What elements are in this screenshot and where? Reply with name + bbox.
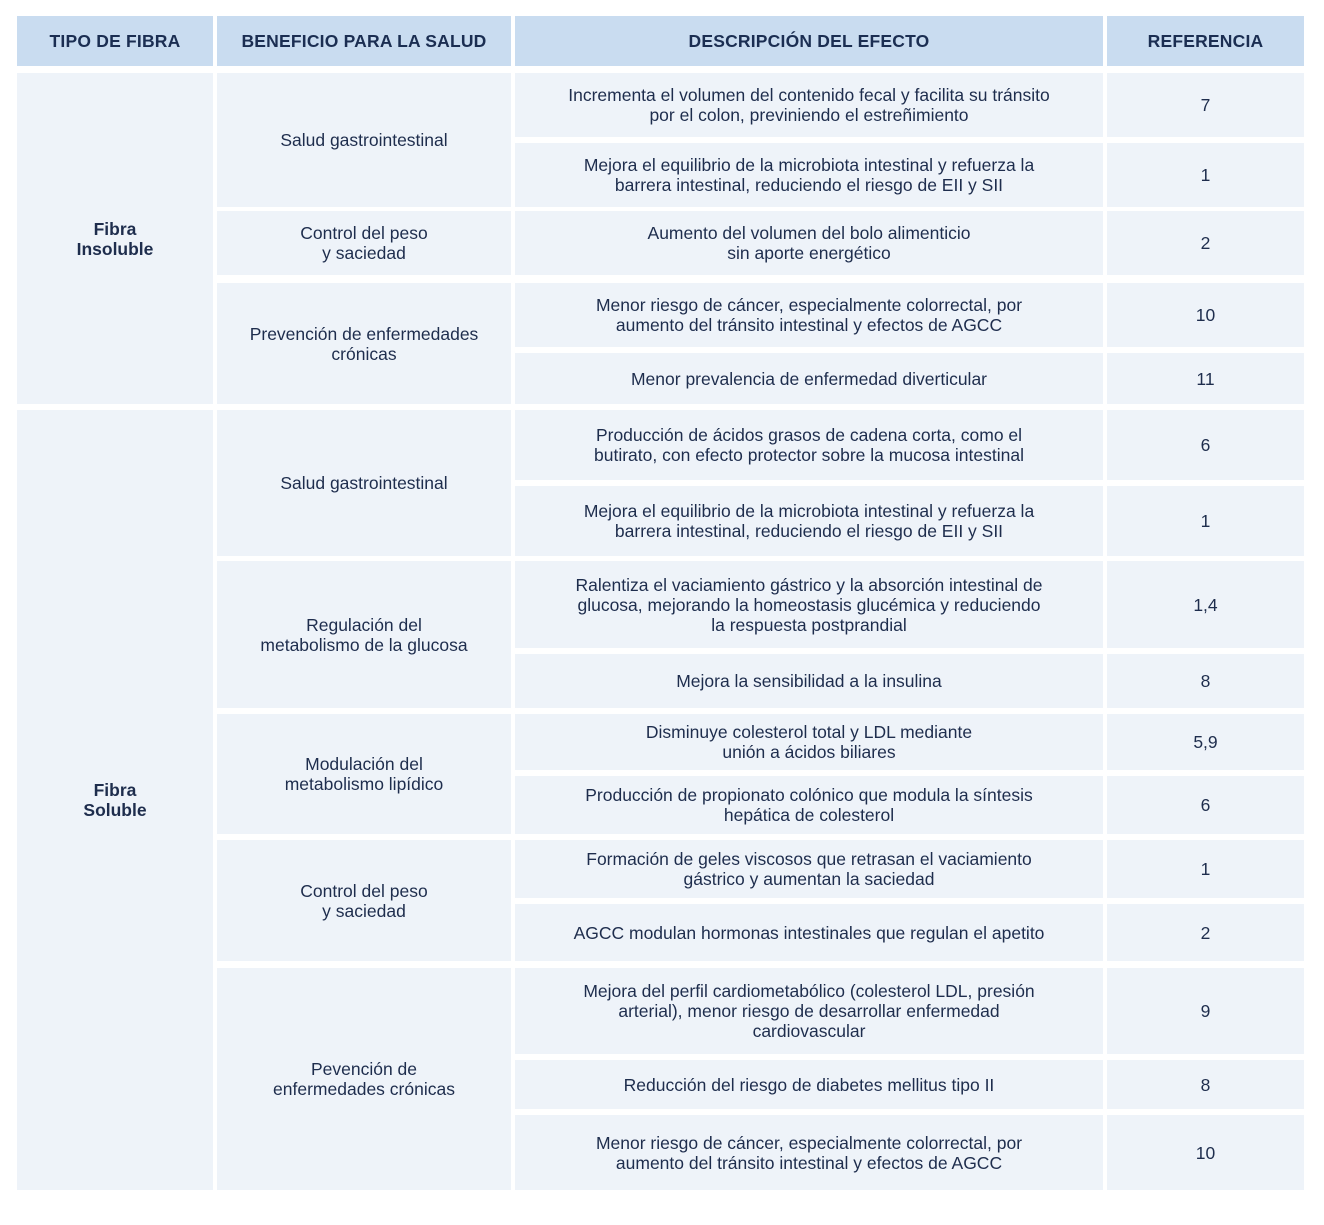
effect-description: AGCC modulan hormonas intestinales que regulan el apetito	[515, 904, 1103, 961]
effect-reference: 8	[1107, 1060, 1304, 1109]
header-referencia: REFERENCIA	[1107, 16, 1304, 66]
effect-reference: 1	[1107, 143, 1304, 207]
effect-description: Incrementa el volumen del contenido fecal y facilita su tránsito por el colon, previniendo el estreñimiento	[515, 73, 1103, 137]
effect-description: Disminuye colesterol total y LDL mediante unión a ácidos biliares	[515, 714, 1103, 770]
effect-description: Ralentiza el vaciamiento gástrico y la absorción intestinal de glucosa, mejorando la homeostasis glucémica y reduciendo la respuesta postprandial	[515, 561, 1103, 648]
fiber-type-soluble: Fibra Soluble	[17, 410, 213, 1190]
benefit-insoluble-gastrointestinal: Salud gastrointestinal	[217, 73, 511, 207]
effect-description: Mejora el equilibrio de la microbiota intestinal y refuerza la barrera intestinal, reduciendo el riesgo de EII y SII	[515, 486, 1103, 556]
effect-description: Mejora el equilibrio de la microbiota intestinal y refuerza la barrera intestinal, reduciendo el riesgo de EII y SII	[515, 143, 1103, 207]
effect-description: Menor riesgo de cáncer, especialmente colorrectal, por aumento del tránsito intestinal y efectos de AGCC	[515, 283, 1103, 347]
header-tipo-de-fibra: TIPO DE FIBRA	[17, 16, 213, 66]
header-descripcion: DESCRIPCIÓN DEL EFECTO	[515, 16, 1103, 66]
effect-description: Reducción del riesgo de diabetes mellitus tipo II	[515, 1060, 1103, 1109]
benefit-soluble-peso: Control del peso y saciedad	[217, 840, 511, 961]
effect-description: Mejora la sensibilidad a la insulina	[515, 654, 1103, 708]
effect-reference: 6	[1107, 410, 1304, 480]
benefit-soluble-gastrointestinal: Salud gastrointestinal	[217, 410, 511, 556]
effect-description: Mejora del perfil cardiometabólico (colesterol LDL, presión arterial), menor riesgo de desarrollar enfermedad cardiovascular	[515, 968, 1103, 1054]
benefit-insoluble-prevencion: Prevención de enfermedades crónicas	[217, 283, 511, 404]
fiber-type-insoluble: Fibra Insoluble	[17, 73, 213, 404]
effect-reference: 5,9	[1107, 714, 1304, 770]
effect-reference: 9	[1107, 968, 1304, 1054]
effect-reference: 1	[1107, 486, 1304, 556]
effect-reference: 8	[1107, 654, 1304, 708]
effect-description: Aumento del volumen del bolo alimenticio sin aporte energético	[515, 211, 1103, 275]
benefit-soluble-lipidico: Modulación del metabolismo lipídico	[217, 714, 511, 834]
effect-reference: 2	[1107, 904, 1304, 961]
effect-description: Formación de geles viscosos que retrasan el vaciamiento gástrico y aumentan la saciedad	[515, 840, 1103, 898]
effect-description: Producción de ácidos grasos de cadena corta, como el butirato, con efecto protector sobre la mucosa intestinal	[515, 410, 1103, 480]
effect-reference: 1,4	[1107, 561, 1304, 648]
effect-reference: 11	[1107, 353, 1304, 404]
effect-reference: 1	[1107, 840, 1304, 898]
effect-reference: 10	[1107, 1115, 1304, 1190]
effect-description: Menor riesgo de cáncer, especialmente colorrectal, por aumento del tránsito intestinal y efectos de AGCC	[515, 1115, 1103, 1190]
effect-reference: 7	[1107, 73, 1304, 137]
benefit-soluble-prevencion: Pevención de enfermedades crónicas	[217, 968, 511, 1190]
benefit-insoluble-peso: Control del peso y saciedad	[217, 211, 511, 275]
effect-reference: 10	[1107, 283, 1304, 347]
effect-reference: 6	[1107, 776, 1304, 834]
header-beneficio: BENEFICIO PARA LA SALUD	[217, 16, 511, 66]
effect-description: Producción de propionato colónico que modula la síntesis hepática de colesterol	[515, 776, 1103, 834]
benefit-soluble-glucosa: Regulación del metabolismo de la glucosa	[217, 561, 511, 708]
effect-reference: 2	[1107, 211, 1304, 275]
effect-description: Menor prevalencia de enfermedad diverticular	[515, 353, 1103, 404]
